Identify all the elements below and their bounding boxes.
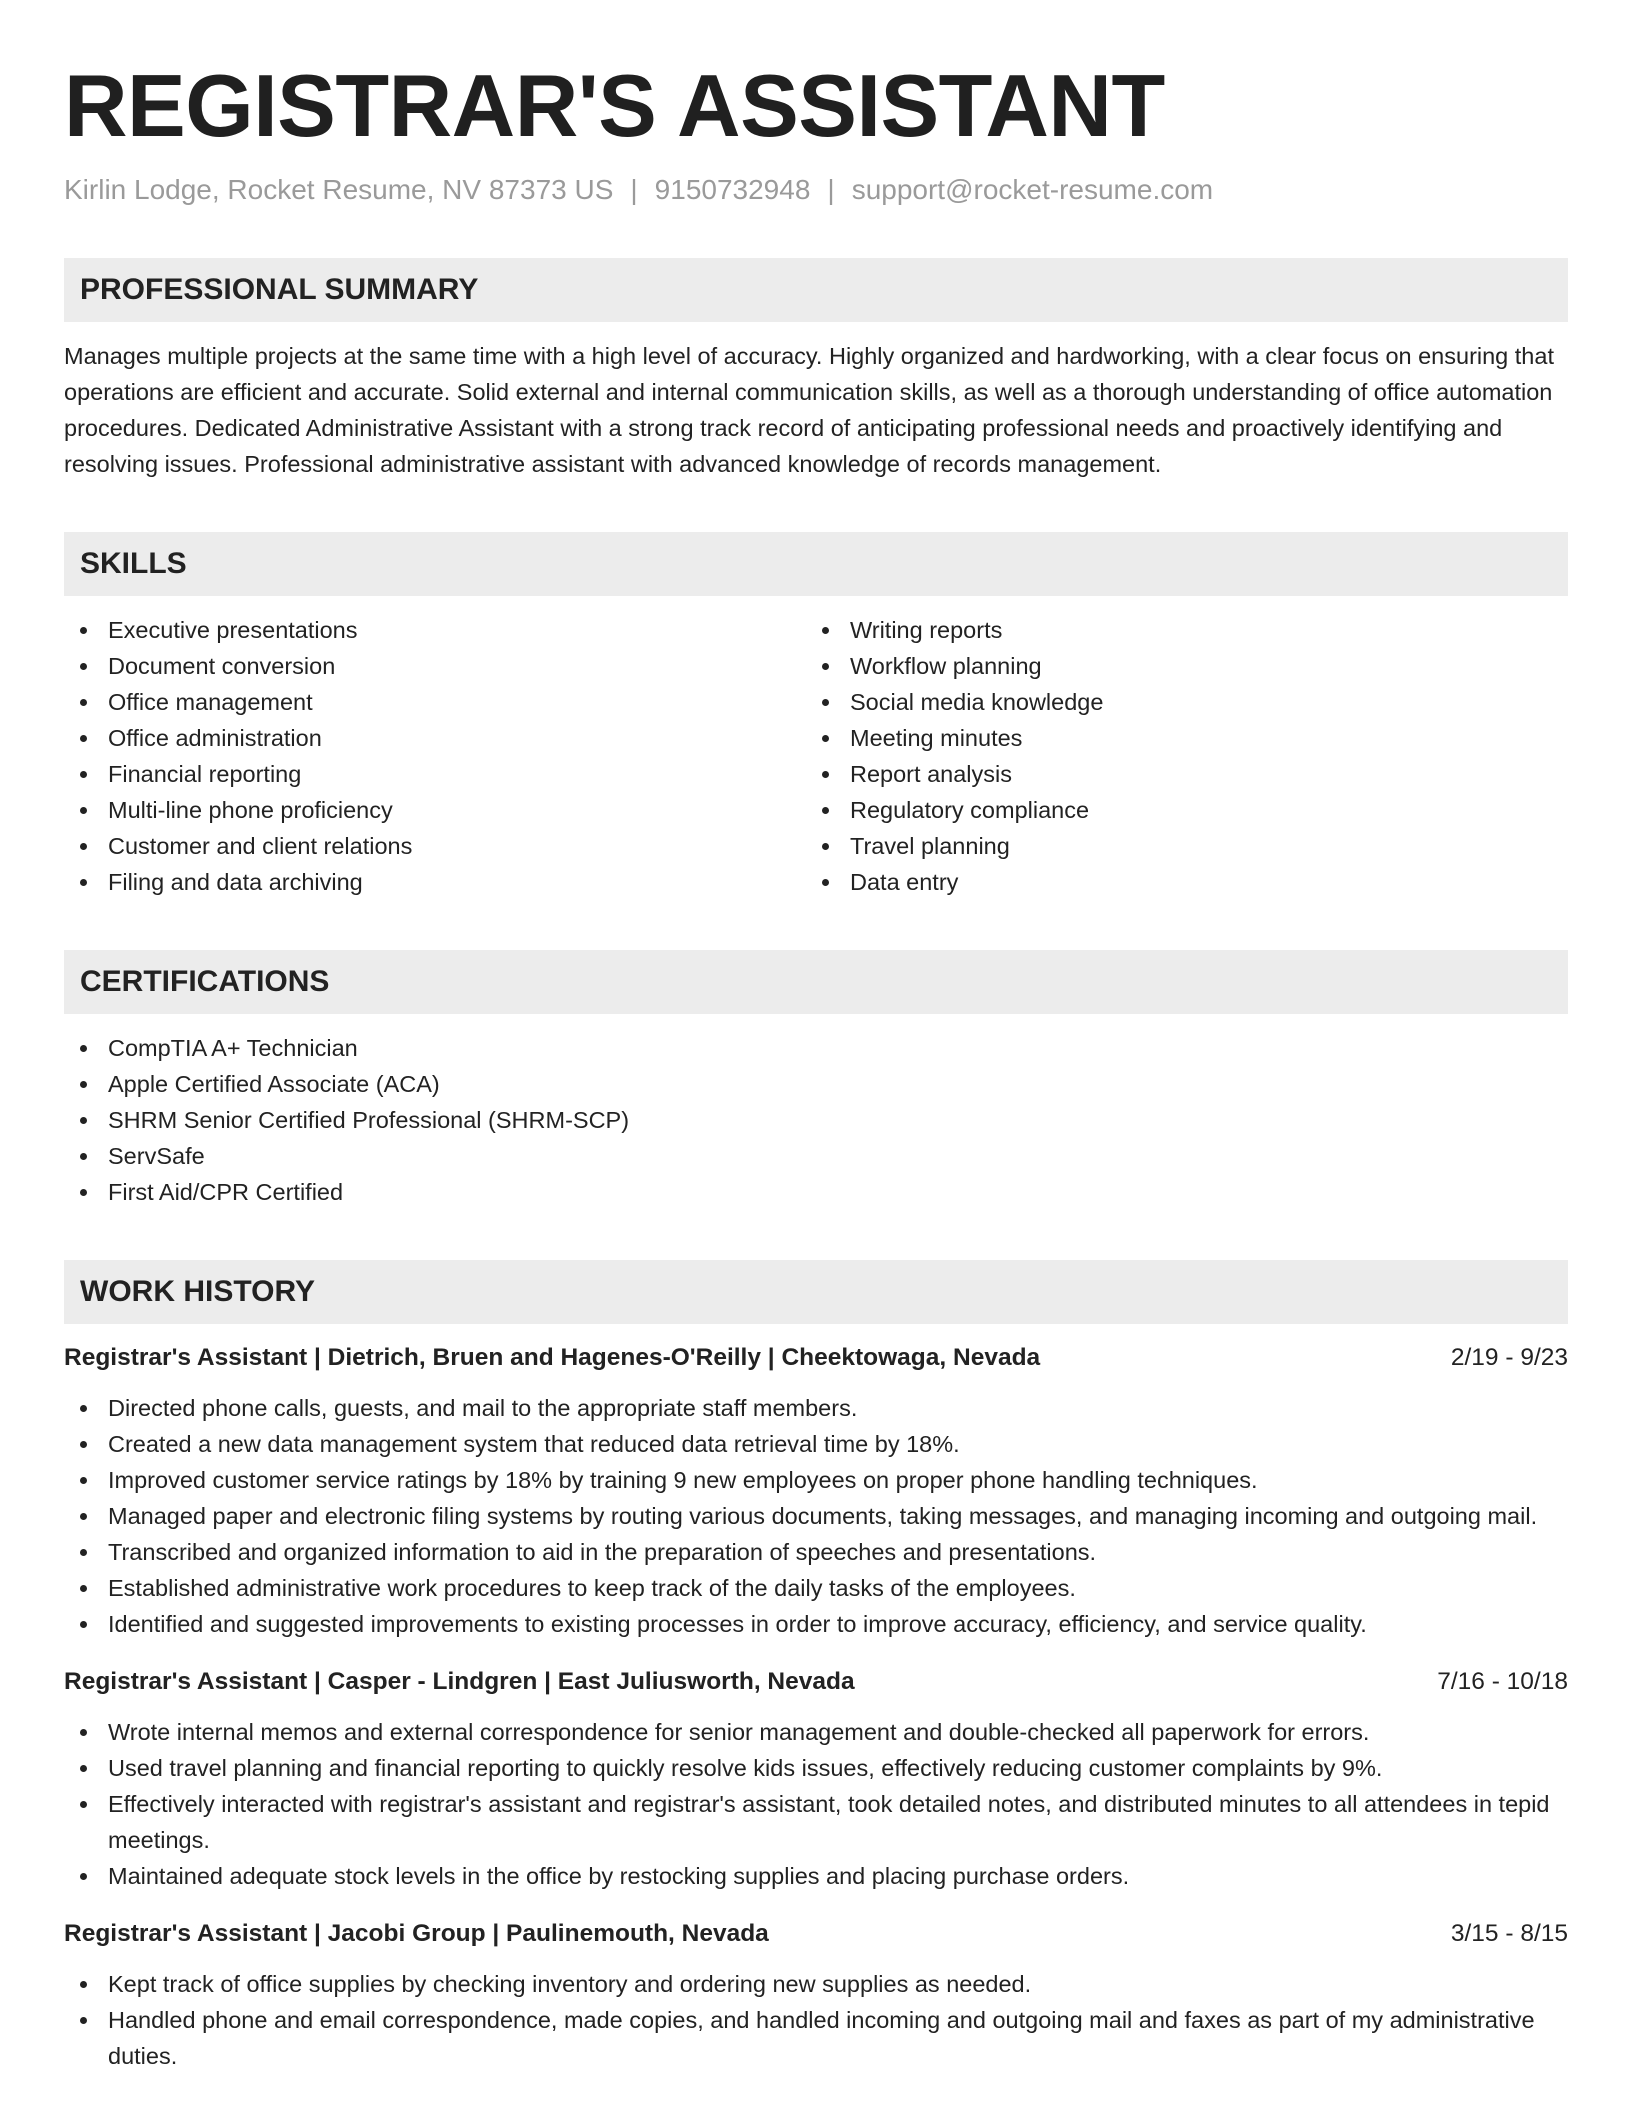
contact-phone: 9150732948 bbox=[654, 174, 811, 205]
contact-separator: | bbox=[630, 174, 638, 205]
skill-item: Customer and client relations bbox=[64, 828, 806, 864]
contact-line bbox=[64, 172, 1568, 208]
skill-item: Executive presentations bbox=[64, 612, 806, 648]
skill-item: Document conversion bbox=[64, 648, 806, 684]
certification-item: SHRM Senior Certified Professional (SHRM-SCP) bbox=[64, 1102, 1568, 1138]
job-bullet: Identified and suggested improvements to existing processes in order to improve accuracy, efficiency, and service quality. bbox=[64, 1606, 1568, 1642]
job-bullet: Handled phone and email correspondence, made copies, and handled incoming and outgoing mail and faxes as part of my administrative duties. bbox=[64, 2002, 1568, 2074]
skill-item: Social media knowledge bbox=[806, 684, 1568, 720]
job-bullet: Kept track of office supplies by checking inventory and ordering new supplies as needed. bbox=[64, 1966, 1568, 2002]
job-bullets bbox=[64, 1390, 1568, 1642]
job-bullet: Improved customer service ratings by 18% by training 9 new employees on proper phone handling techniques. bbox=[64, 1462, 1568, 1498]
job-bullet: Used travel planning and financial reporting to quickly resolve kids issues, effectively reducing customer complaints by 9%. bbox=[64, 1750, 1568, 1786]
certification-item: First Aid/CPR Certified bbox=[64, 1174, 1568, 1210]
job-entry bbox=[64, 1340, 1568, 1642]
summary-text: Manages multiple projects at the same time with a high level of accuracy. Highly organized and hardworking, with a clear focus on ensuring that operations are efficient and accurate. Solid external and internal communication skills, as well as a thorough understanding of office automation procedures. Dedicated Administrative Assistant with a strong track record of anticipating professional needs and proactively identifying and resolving issues. Professional administrative assistant with advanced knowledge of records management. bbox=[64, 343, 1554, 477]
job-title: Registrar's Assistant | Jacobi Group | Paulinemouth, Nevada bbox=[64, 1920, 769, 1947]
certifications-heading: CERTIFICATIONS bbox=[64, 950, 1568, 1014]
summary-section bbox=[64, 258, 1568, 482]
skill-item: Writing reports bbox=[806, 612, 1568, 648]
job-dates: 2/19 - 9/23 bbox=[1450, 1344, 1568, 1371]
job-dates: 7/16 - 10/18 bbox=[1437, 1668, 1568, 1695]
resume-name: REGISTRAR'S ASSISTANT bbox=[64, 56, 1165, 155]
contact-separator: | bbox=[827, 174, 835, 205]
job-bullets bbox=[64, 1714, 1568, 1894]
skill-item: Travel planning bbox=[806, 828, 1568, 864]
certifications-section bbox=[64, 950, 1568, 1210]
skill-item: Office management bbox=[64, 684, 806, 720]
job-bullet: Directed phone calls, guests, and mail to the appropriate staff members. bbox=[64, 1390, 1568, 1426]
work-history-heading: WORK HISTORY bbox=[64, 1260, 1568, 1324]
job-bullet: Transcribed and organized information to aid in the preparation of speeches and presentations. bbox=[64, 1534, 1568, 1570]
job-bullets bbox=[64, 1966, 1568, 2074]
job-dates: 3/15 - 8/15 bbox=[1450, 1920, 1568, 1947]
skill-item: Workflow planning bbox=[806, 648, 1568, 684]
work-history-section bbox=[64, 1260, 1568, 2074]
contact-email: support@rocket-resume.com bbox=[851, 174, 1214, 205]
job-bullet: Effectively interacted with registrar's assistant and registrar's assistant, took detailed notes, and distributed minutes to all attendees in tepid meetings. bbox=[64, 1786, 1568, 1858]
job-bullet: Managed paper and electronic filing systems by routing various documents, taking messages, and managing incoming and outgoing mail. bbox=[64, 1498, 1568, 1534]
skills-section bbox=[64, 532, 1568, 900]
skill-item: Filing and data archiving bbox=[64, 864, 806, 900]
job-entry bbox=[64, 1916, 1568, 2074]
skill-item: Meeting minutes bbox=[806, 720, 1568, 756]
contact-address: Kirlin Lodge, Rocket Resume, NV 87373 US bbox=[64, 174, 614, 205]
summary-heading: PROFESSIONAL SUMMARY bbox=[64, 258, 1568, 322]
job-bullet: Maintained adequate stock levels in the office by restocking supplies and placing purchase orders. bbox=[64, 1858, 1568, 1894]
certification-item: Apple Certified Associate (ACA) bbox=[64, 1066, 1568, 1102]
job-title: Registrar's Assistant | Dietrich, Bruen and Hagenes-O'Reilly | Cheektowaga, Nevada bbox=[64, 1344, 1041, 1371]
skills-list-right bbox=[806, 612, 1568, 900]
certification-item: ServSafe bbox=[64, 1138, 1568, 1174]
job-title: Registrar's Assistant | Casper - Lindgren | East Juliusworth, Nevada bbox=[64, 1668, 855, 1695]
skills-heading: SKILLS bbox=[64, 532, 1568, 596]
skill-item: Office administration bbox=[64, 720, 806, 756]
job-entry bbox=[64, 1664, 1568, 1894]
job-bullet: Established administrative work procedures to keep track of the daily tasks of the employees. bbox=[64, 1570, 1568, 1606]
certifications-list bbox=[64, 1030, 1568, 1210]
skill-item: Multi-line phone proficiency bbox=[64, 792, 806, 828]
skill-item: Financial reporting bbox=[64, 756, 806, 792]
skill-item: Report analysis bbox=[806, 756, 1568, 792]
skill-item: Data entry bbox=[806, 864, 1568, 900]
skill-item: Regulatory compliance bbox=[806, 792, 1568, 828]
job-header bbox=[64, 1664, 1568, 1700]
job-bullet: Wrote internal memos and external correspondence for senior management and double-checked all paperwork for errors. bbox=[64, 1714, 1568, 1750]
job-header bbox=[64, 1340, 1568, 1376]
certification-item: CompTIA A+ Technician bbox=[64, 1030, 1568, 1066]
job-header bbox=[64, 1916, 1568, 1952]
skills-list-left bbox=[64, 612, 806, 900]
job-bullet: Created a new data management system that reduced data retrieval time by 18%. bbox=[64, 1426, 1568, 1462]
